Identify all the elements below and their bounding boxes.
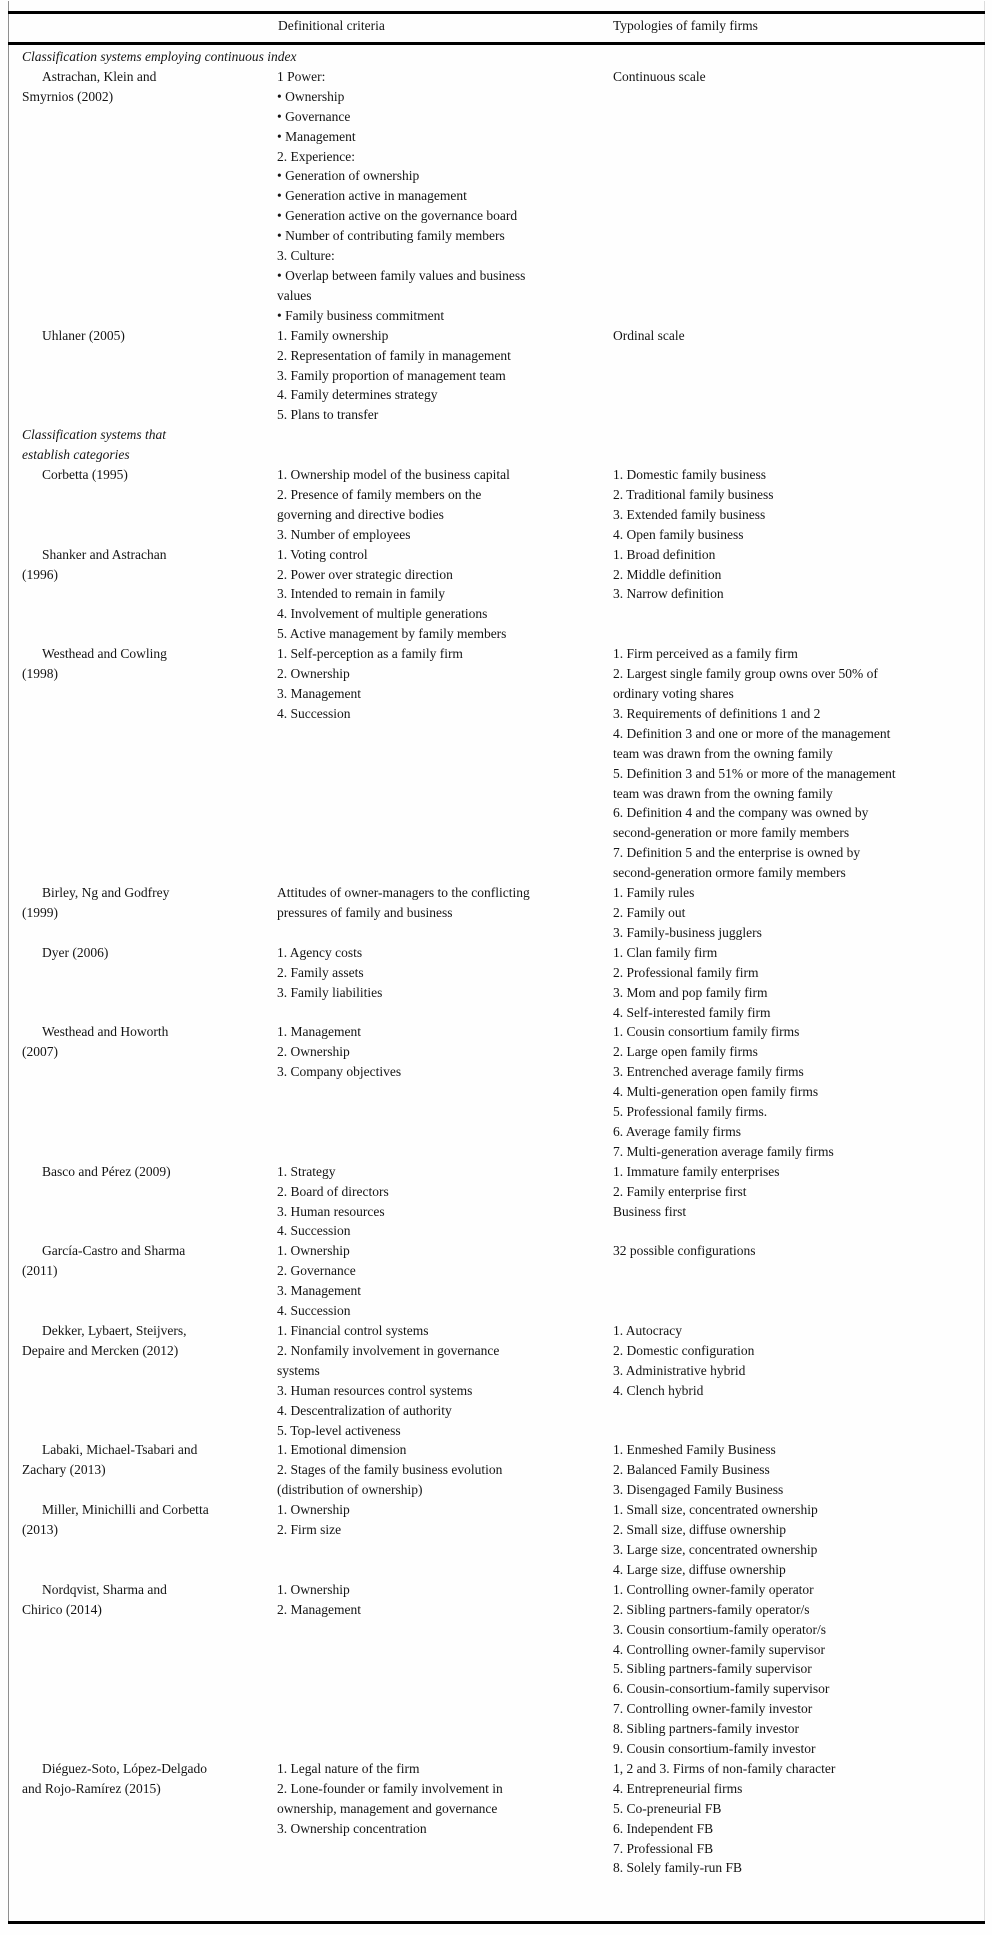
criteria-cell-line: 3. Number of employees (277, 526, 411, 542)
author-cell (8, 1162, 277, 1182)
typologies-cell-line: 1. Enmeshed Family Business (613, 1442, 776, 1458)
table-row (8, 1162, 984, 1242)
section-heading-line: Classification systems that (22, 427, 167, 443)
column-header-definitional-criteria: Definitional criteria (278, 18, 385, 33)
typologies-cell-line: second-generation or more family members (613, 825, 850, 841)
criteria-cell-line: 4. Family determines strategy (277, 387, 438, 403)
criteria-cell-line: 1 Power: (277, 68, 326, 84)
author-cell-line: Depaire and Mercken (2012) (22, 1342, 179, 1358)
author-cell-line: (1999) (22, 904, 58, 920)
criteria-cell-line: 1. Voting control (277, 546, 368, 562)
author-cell-line: Westhead and Cowling (42, 646, 167, 662)
section-heading-row (8, 425, 984, 465)
author-cell-line: Nordqvist, Sharma and (42, 1581, 167, 1597)
typologies-cell-line: 2. Traditional family business (613, 486, 774, 502)
typologies-cell-line: 3. Large size, concentrated ownership (613, 1541, 818, 1557)
author-cell-line: Uhlaner (2005) (42, 327, 125, 343)
typologies-cell-line: 5. Definition 3 and 51% or more of the management (613, 765, 896, 781)
criteria-cell-line: • Generation active on the governance board (277, 208, 518, 224)
criteria-cell-line: 2. Stages of the family business evolution (277, 1462, 503, 1478)
table-row (8, 883, 984, 943)
author-cell (8, 1321, 277, 1361)
author-cell (8, 67, 277, 107)
table-row (8, 465, 984, 545)
criteria-cell-line: 2. Board of directors (277, 1183, 389, 1199)
table-row (8, 1759, 984, 1878)
criteria-cell-line: 3. Management (277, 1283, 361, 1299)
typologies-cell-line: 3. Disengaged Family Business (613, 1482, 784, 1498)
criteria-cell (277, 1321, 613, 1440)
criteria-cell-line: 1. Legal nature of the firm (277, 1760, 420, 1776)
criteria-cell-line: 1. Ownership (277, 1581, 350, 1597)
criteria-cell-line: ownership, management and governance (277, 1800, 498, 1816)
criteria-cell-line: 2. Experience: (277, 148, 355, 164)
table-row (8, 1440, 984, 1500)
author-cell (8, 326, 277, 346)
typologies-cell-line: 1. Clan family firm (613, 944, 718, 960)
table-row (8, 1241, 984, 1321)
typologies-cell-line: 32 possible configurations (613, 1243, 756, 1259)
criteria-cell-line: • Ownership (277, 88, 345, 104)
criteria-cell-line: 3. Company objectives (277, 1064, 402, 1080)
criteria-cell (277, 1440, 613, 1500)
criteria-cell-line: 1. Emotional dimension (277, 1442, 407, 1458)
criteria-cell-line: • Generation of ownership (277, 168, 420, 184)
author-cell-line: Chirico (2014) (22, 1601, 102, 1617)
typologies-cell-line: 3. Extended family business (613, 506, 766, 522)
criteria-cell-line: 2. Governance (277, 1263, 356, 1279)
typologies-cell (613, 326, 984, 346)
author-cell (8, 1022, 277, 1062)
criteria-cell-line: • Number of contributing family members (277, 228, 505, 244)
typologies-cell-line: 2. Small size, diffuse ownership (613, 1522, 786, 1538)
author-cell (8, 1241, 277, 1281)
typologies-cell-line: 3. Requirements of definitions 1 and 2 (613, 705, 821, 721)
typologies-cell-line: 1. Broad definition (613, 546, 716, 562)
criteria-cell (277, 1162, 613, 1242)
criteria-cell (277, 883, 613, 923)
criteria-cell-line: 2. Firm size (277, 1522, 342, 1538)
criteria-cell-line: 3. Intended to remain in family (277, 586, 445, 602)
criteria-cell-line: 4. Succession (277, 705, 351, 721)
typologies-cell-line: 2. Sibling partners-family operator/s (613, 1601, 810, 1617)
typologies-cell-line: 5. Professional family firms. (613, 1104, 768, 1120)
table-row (8, 545, 984, 645)
typologies-cell (613, 1759, 984, 1878)
typologies-cell (613, 1580, 984, 1759)
criteria-cell-line: 1. Self-perception as a family firm (277, 646, 463, 662)
typologies-cell (613, 1022, 984, 1161)
typologies-cell-line: 1. Controlling owner-family operator (613, 1581, 814, 1597)
criteria-cell (277, 1759, 613, 1839)
typologies-cell (613, 1162, 984, 1222)
typologies-cell-line: 4. Entrepreneurial firms (613, 1780, 743, 1796)
table-header-rule (8, 42, 985, 45)
criteria-cell-line: pressures of family and business (277, 904, 453, 920)
author-cell-line: Dyer (2006) (42, 944, 109, 960)
typologies-cell-line: 4. Open family business (613, 526, 744, 542)
criteria-cell-line: 2. Representation of family in management (277, 347, 511, 363)
criteria-cell-line: 2. Family assets (277, 964, 364, 980)
criteria-cell-line: 1. Family ownership (277, 327, 389, 343)
typologies-cell-line: 7. Professional FB (613, 1840, 714, 1856)
table-top-rule (8, 11, 985, 14)
typologies-cell-line: 6. Independent FB (613, 1820, 714, 1836)
criteria-cell-line: 2. Lone-founder or family involvement in (277, 1780, 503, 1796)
author-cell-line: (2007) (22, 1044, 58, 1060)
table-row (8, 943, 984, 1023)
typologies-cell-line: 2. Professional family firm (613, 964, 759, 980)
typologies-cell-line: 1. Cousin consortium family firms (613, 1024, 800, 1040)
criteria-cell-line: 5. Top-level activeness (277, 1422, 401, 1438)
criteria-cell-line: 1. Ownership (277, 1502, 350, 1518)
criteria-cell (277, 1500, 613, 1540)
criteria-cell-line: 3. Family proportion of management team (277, 367, 506, 383)
typologies-cell (613, 1241, 984, 1261)
typologies-cell (613, 1500, 984, 1580)
criteria-cell-line: 1. Ownership model of the business capital (277, 467, 510, 483)
typologies-cell-line: 4. Multi-generation open family firms (613, 1084, 819, 1100)
typologies-cell-line: 1. Autocracy (613, 1323, 682, 1338)
typologies-cell (613, 545, 984, 605)
typologies-cell (613, 943, 984, 1023)
author-cell-line: García-Castro and Sharma (42, 1243, 186, 1259)
criteria-cell (277, 545, 613, 645)
typologies-cell-line: 2. Family enterprise first (613, 1183, 747, 1199)
typologies-cell-line: 1. Small size, concentrated ownership (613, 1502, 818, 1518)
table-body (8, 47, 984, 1878)
table-row (8, 1500, 984, 1580)
typologies-cell-line: 2. Large open family firms (613, 1044, 758, 1060)
criteria-cell-line: systems (277, 1362, 320, 1378)
author-cell-line: Zachary (2013) (22, 1462, 106, 1478)
criteria-cell-line: • Overlap between family values and business (277, 267, 526, 283)
author-cell (8, 545, 277, 585)
author-cell-line: Smyrnios (2002) (22, 88, 114, 104)
criteria-cell-line: • Generation active in management (277, 188, 467, 204)
criteria-cell-line: 5. Active management by family members (277, 626, 507, 642)
criteria-cell-line: 1. Management (277, 1024, 361, 1040)
author-cell-line: Birley, Ng and Godfrey (42, 885, 170, 901)
criteria-cell-line: 4. Descentralization of authority (277, 1402, 452, 1418)
author-cell (8, 1759, 277, 1799)
column-header-typologies-of-family-firms: Typologies of family firms (613, 18, 758, 33)
typologies-cell-line: 4. Clench hybrid (613, 1382, 704, 1398)
author-cell-line: (1996) (22, 566, 58, 582)
criteria-cell-line: • Family business commitment (277, 307, 445, 323)
author-cell (8, 644, 277, 684)
criteria-cell-line: 1. Agency costs (277, 944, 363, 960)
typologies-cell-line: 3. Mom and pop family firm (613, 984, 768, 1000)
table-row (8, 326, 984, 426)
typologies-cell-line: 8. Solely family-run FB (613, 1860, 742, 1876)
typologies-cell-line: 6. Average family firms (613, 1123, 741, 1139)
typologies-cell-line: ordinary voting shares (613, 686, 734, 701)
criteria-cell (277, 1022, 613, 1082)
table-row (8, 1580, 984, 1759)
author-cell (8, 465, 277, 485)
typologies-cell-line: 4. Definition 3 and one or more of the management (613, 725, 891, 741)
typologies-cell-line: 2. Middle definition (613, 566, 722, 582)
author-cell-line: (2011) (22, 1263, 58, 1279)
author-cell-line: Shanker and Astrachan (42, 546, 167, 562)
typologies-cell-line: 2. Largest single family group owns over 50% of (613, 666, 878, 682)
typologies-cell-line: 4. Controlling owner-family supervisor (613, 1641, 825, 1657)
typologies-cell-line: 6. Definition 4 and the company was owned by (613, 805, 869, 821)
criteria-cell (277, 67, 613, 326)
criteria-cell-line: 4. Involvement of multiple generations (277, 606, 488, 622)
typologies-cell-line: 1. Immature family enterprises (613, 1163, 780, 1179)
author-cell-line: Miller, Minichilli and Corbetta (42, 1502, 209, 1518)
author-cell-line: Westhead and Howorth (42, 1024, 169, 1040)
author-cell (8, 1500, 277, 1540)
criteria-cell (277, 1241, 613, 1321)
criteria-cell (277, 465, 613, 545)
criteria-cell-line: 3. Human resources control systems (277, 1382, 473, 1398)
typologies-cell-line: 4. Self-interested family firm (613, 1004, 771, 1020)
criteria-cell-line: • Management (277, 128, 356, 144)
typologies-cell (613, 883, 984, 943)
typologies-cell-line: 2. Family out (613, 904, 686, 920)
author-cell-line: Labaki, Michael-Tsabari and (42, 1442, 198, 1458)
typologies-cell-line: 3. Cousin consortium-family operator/s (613, 1621, 826, 1637)
typologies-cell (613, 644, 984, 883)
author-cell-line: Corbetta (1995) (42, 467, 128, 483)
typologies-cell-line: Business first (613, 1203, 687, 1219)
typologies-cell-line: Continuous scale (613, 68, 706, 84)
author-cell (8, 943, 277, 963)
section-heading-line: Classification systems employing continuous index (22, 49, 297, 64)
criteria-cell (277, 644, 613, 724)
typologies-cell-line: 7. Multi-generation average family firms (613, 1143, 834, 1159)
typologies-cell-line: 6. Cousin-consortium-family supervisor (613, 1681, 830, 1697)
typologies-cell (613, 1440, 984, 1500)
typologies-cell-line: 3. Narrow definition (613, 586, 724, 602)
typologies-cell-line: 1. Family rules (613, 885, 695, 901)
criteria-cell-line: values (277, 287, 312, 303)
author-cell-line: Basco and Pérez (2009) (42, 1163, 171, 1179)
criteria-cell-line: 1. Financial control systems (277, 1323, 429, 1338)
typologies-cell-line: 5. Sibling partners-family supervisor (613, 1661, 812, 1677)
author-cell-line: Dekker, Lybaert, Steijvers, (42, 1323, 187, 1338)
typologies-cell-line: 3. Entrenched average family firms (613, 1064, 804, 1080)
typologies-cell-line: 8. Sibling partners-family investor (613, 1721, 799, 1737)
criteria-cell-line: (distribution of ownership) (277, 1482, 423, 1498)
criteria-cell (277, 1580, 613, 1620)
criteria-cell (277, 943, 613, 1003)
criteria-cell-line: • Governance (277, 108, 351, 124)
typologies-cell (613, 465, 984, 545)
criteria-cell-line: 1. Ownership (277, 1243, 350, 1259)
typologies-cell-line: 3. Family-business jugglers (613, 924, 762, 940)
typologies-cell-line: 9. Cousin consortium-family investor (613, 1741, 816, 1757)
criteria-cell-line: 2. Power over strategic direction (277, 566, 453, 582)
typologies-cell-line: 2. Balanced Family Business (613, 1462, 770, 1478)
criteria-cell-line: 4. Succession (277, 1303, 351, 1319)
criteria-cell-line: 5. Plans to transfer (277, 407, 379, 423)
section-heading-line: establish categories (22, 447, 130, 463)
section-heading-row (8, 47, 984, 67)
table-bottom-rule (8, 1921, 985, 1924)
criteria-cell-line: 3. Ownership concentration (277, 1820, 427, 1836)
author-cell (8, 1580, 277, 1620)
criteria-cell-line: 3. Culture: (277, 248, 335, 264)
criteria-cell-line: 3. Human resources (277, 1203, 385, 1219)
criteria-cell-line: 2. Presence of family members on the (277, 486, 482, 502)
author-cell-line: (2013) (22, 1522, 58, 1538)
criteria-cell-line: 1. Strategy (277, 1163, 336, 1179)
criteria-cell-line: governing and directive bodies (277, 506, 444, 522)
criteria-cell (277, 326, 613, 426)
typologies-cell-line: team was drawn from the owning family (613, 785, 833, 801)
criteria-cell-line: 3. Family liabilities (277, 984, 383, 1000)
typologies-cell-line: 1. Firm perceived as a family firm (613, 646, 798, 662)
table-row (8, 67, 984, 326)
typologies-cell-line: 2. Domestic configuration (613, 1342, 755, 1358)
author-cell (8, 1440, 277, 1480)
typologies-cell-line: 5. Co-preneurial FB (613, 1800, 722, 1816)
author-cell-line: (1998) (22, 666, 58, 682)
typologies-cell-line: 1, 2 and 3. Firms of non-family character (613, 1760, 836, 1776)
criteria-cell-line: 2. Ownership (277, 1044, 350, 1060)
criteria-cell-line: 2. Ownership (277, 666, 350, 682)
table-row (8, 644, 984, 883)
typologies-cell (613, 67, 984, 87)
typologies-cell-line: Ordinal scale (613, 327, 685, 343)
typologies-cell-line: 3. Administrative hybrid (613, 1362, 746, 1378)
typologies-cell-line: 7. Controlling owner-family investor (613, 1701, 813, 1717)
typologies-cell-line: 7. Definition 5 and the enterprise is owned by (613, 845, 861, 861)
criteria-cell-line: 2. Management (277, 1601, 361, 1617)
criteria-cell-line: Attitudes of owner-managers to the conflicting (277, 885, 530, 901)
criteria-cell-line: 3. Management (277, 686, 361, 701)
table-row (8, 1022, 984, 1161)
typologies-cell-line: 1. Domestic family business (613, 467, 766, 483)
typologies-cell-line: 4. Large size, diffuse ownership (613, 1561, 786, 1577)
criteria-cell-line: 2. Nonfamily involvement in governance (277, 1342, 500, 1358)
typologies-cell-line: team was drawn from the owning family (613, 745, 833, 761)
table-row (8, 1321, 984, 1440)
typologies-cell (613, 1321, 984, 1401)
author-cell-line: and Rojo-Ramírez (2015) (22, 1780, 161, 1796)
criteria-cell-line: 4. Succession (277, 1223, 351, 1239)
author-cell (8, 883, 277, 923)
author-cell-line: Astrachan, Klein and (42, 68, 157, 84)
typologies-cell-line: second-generation ormore family members (613, 865, 846, 881)
author-cell-line: Diéguez-Soto, López-Delgado (42, 1760, 207, 1776)
